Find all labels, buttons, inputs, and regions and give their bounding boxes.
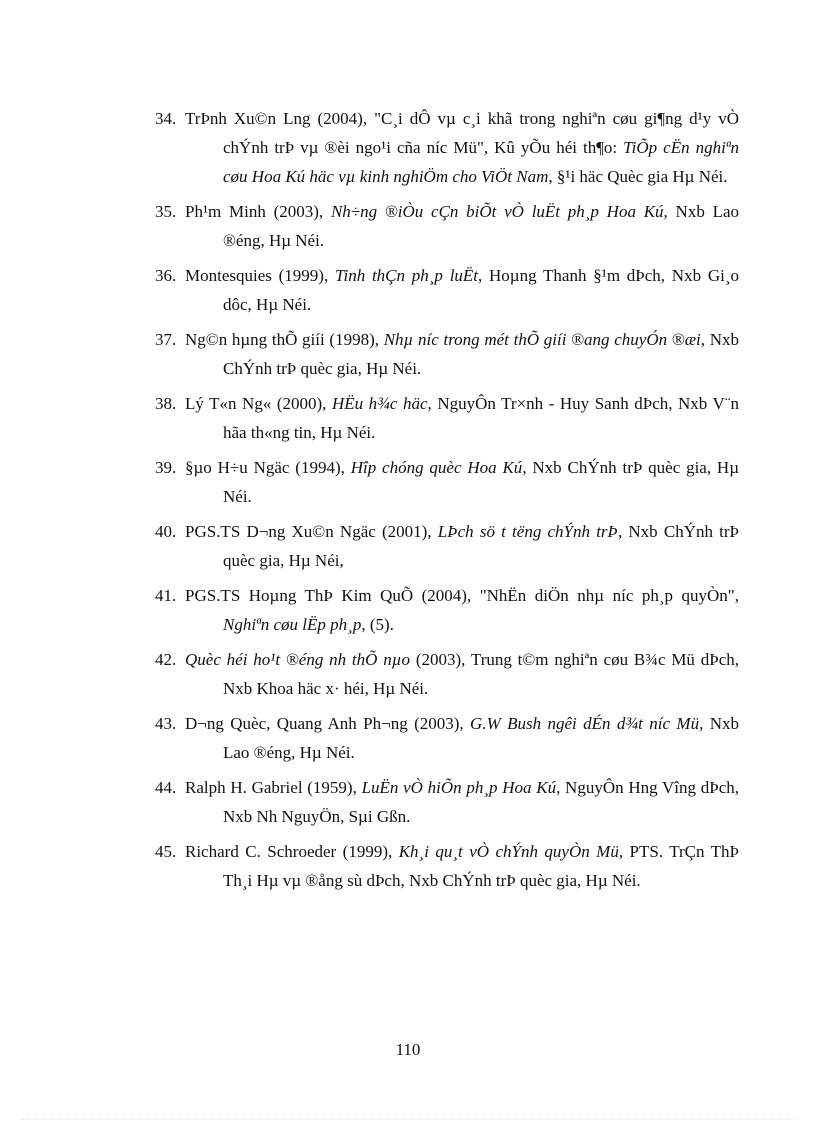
reference-publisher: (2003), Trung t©m nghiªn cøu B¾c Mü dÞch, Nxb Khoa häc x· héi, Hµ Néi. bbox=[223, 650, 739, 698]
reference-publisher: , §¹i häc Quèc gia Hµ Néi. bbox=[548, 167, 728, 186]
reference-author-year: Ralph H. Gabriel (1959), bbox=[185, 778, 362, 797]
reference-item bbox=[155, 104, 739, 191]
page-number: 110 bbox=[395, 1040, 421, 1059]
reference-publisher: , Hoµng Thanh §¹m dÞch, Nxb Gi¸o dôc, Hµ Néi. bbox=[223, 266, 740, 314]
reference-author-year: Lý T«n Ng« (2000), bbox=[185, 394, 332, 413]
reference-title: G.W Bush ngêi dÉn d¾t níc Mü bbox=[470, 714, 700, 733]
reference-author-year: PGS.TS D¬ng Xu©n Ngäc (2001), bbox=[185, 522, 438, 541]
reference-text bbox=[185, 842, 739, 890]
reference-number: 34. bbox=[155, 109, 177, 128]
reference-publisher: , Nxb Lao ®éng, Hµ Néi. bbox=[223, 202, 739, 250]
reference-number: 43. bbox=[155, 714, 177, 733]
reference-title: Nghiªn cøu lËp ph¸p bbox=[223, 615, 362, 634]
reference-number: 39. bbox=[155, 458, 177, 477]
reference-title: Hîp chóng quèc Hoa Kú bbox=[350, 458, 523, 477]
reference-text bbox=[185, 586, 739, 634]
reference-number: 37. bbox=[155, 330, 177, 349]
reference-item bbox=[155, 517, 739, 575]
reference-publisher: , Nxb ChÝnh trÞ quèc gia, Hµ Néi. bbox=[223, 330, 740, 378]
reference-number: 42. bbox=[155, 650, 177, 669]
bottom-divider bbox=[22, 1119, 794, 1120]
reference-item bbox=[155, 325, 739, 383]
reference-number: 38. bbox=[155, 394, 177, 413]
reference-title: HËu h¾c häc bbox=[331, 394, 428, 413]
reference-number: 45. bbox=[155, 842, 177, 861]
reference-title: LÞch sö t tëng chÝnh trÞ bbox=[437, 522, 618, 541]
reference-number: 36. bbox=[155, 266, 177, 285]
reference-author-year: D¬ng Quèc, Quang Anh Ph¬ng (2003), bbox=[185, 714, 471, 733]
reference-item bbox=[155, 261, 739, 319]
reference-title: Nhµ níc trong mét thÕ giíi ®ang chuyÓn ®æi bbox=[383, 330, 701, 349]
reference-title: Tinh thÇn ph¸p luËt bbox=[334, 266, 479, 285]
reference-number: 41. bbox=[155, 586, 177, 605]
reference-publisher: , Nxb Lao ®éng, Hµ Néi. bbox=[223, 714, 739, 762]
reference-item bbox=[155, 837, 739, 895]
reference-author-year: Richard C. Schroeder (1999), bbox=[185, 842, 399, 861]
reference-author-year: §µo H÷u Ngäc (1994), bbox=[185, 458, 351, 477]
reference-publisher: , Nxb ChÝnh trÞ quèc gia, Hµ Néi. bbox=[223, 458, 739, 506]
reference-title: TiÕp cËn nghiªn cøu Hoa Kú häc vµ kinh nghiÖm cho ViÖt Nam bbox=[223, 138, 739, 186]
reference-author-year: Ph¹m Minh (2003), bbox=[185, 202, 331, 221]
reference-author-year: TrÞnh Xu©n Lng (2004), "C¸i dÔ vµ c¸i khã trong nghiªn cøu gi¶ng d¹y vÒ chÝnh trÞ vµ ®èi ngo¹i cña níc Mü", Kû yÕu héi th¶o: bbox=[185, 109, 739, 157]
reference-author-year: Ng©n hµng thÕ giíi (1998), bbox=[185, 330, 384, 349]
reference-list bbox=[155, 104, 739, 901]
reference-title: Kh¸i qu¸t vÒ chÝnh quyÒn Mü bbox=[398, 842, 619, 861]
reference-publisher: , Nxb ChÝnh trÞ quèc gia, Hµ Néi, bbox=[223, 522, 739, 570]
reference-author-year: PGS.TS Hoµng ThÞ Kim QuÕ (2004), "NhËn diÖn nhµ níc ph¸p quyÒn", bbox=[185, 586, 739, 605]
reference-text bbox=[185, 330, 739, 378]
reference-text bbox=[185, 650, 739, 698]
reference-item bbox=[155, 709, 739, 767]
reference-title: Nh÷ng ®iÒu cÇn biÕt vÒ luËt ph¸p Hoa Kú bbox=[330, 202, 664, 221]
reference-item bbox=[155, 581, 739, 639]
reference-item bbox=[155, 453, 739, 511]
reference-publisher: , (5). bbox=[361, 615, 394, 634]
reference-text bbox=[185, 394, 739, 442]
reference-item bbox=[155, 645, 739, 703]
reference-text bbox=[185, 522, 739, 570]
reference-text bbox=[185, 202, 739, 250]
reference-title: LuËn vÒ hiÕn ph¸p Hoa Kú bbox=[361, 778, 557, 797]
reference-publisher: , NguyÔn Tr×nh - Huy Sanh dÞch, Nxb V¨n hãa th«ng tin, Hµ Néi. bbox=[223, 394, 739, 442]
reference-number: 40. bbox=[155, 522, 177, 541]
reference-item bbox=[155, 389, 739, 447]
reference-number: 44. bbox=[155, 778, 177, 797]
reference-publisher: , PTS. TrÇn ThÞ Th¸i Hµ vµ ®ång sù dÞch, Nxb ChÝnh trÞ quèc gia, Hµ Néi. bbox=[223, 842, 739, 890]
reference-text bbox=[185, 458, 739, 506]
reference-item bbox=[155, 197, 739, 255]
reference-text bbox=[185, 109, 739, 186]
reference-text bbox=[185, 778, 739, 826]
reference-number: 35. bbox=[155, 202, 177, 221]
reference-author-year: Montesquies (1999), bbox=[185, 266, 335, 285]
reference-title: Quèc héi ho¹t ®éng nh thÕ nµo bbox=[185, 650, 411, 669]
reference-text bbox=[185, 714, 739, 762]
reference-item bbox=[155, 773, 739, 831]
reference-text bbox=[185, 266, 739, 314]
reference-publisher: , NguyÔn Hng Vîng dÞch, Nxb Nh NguyÖn, Sµi Gßn. bbox=[223, 778, 739, 826]
